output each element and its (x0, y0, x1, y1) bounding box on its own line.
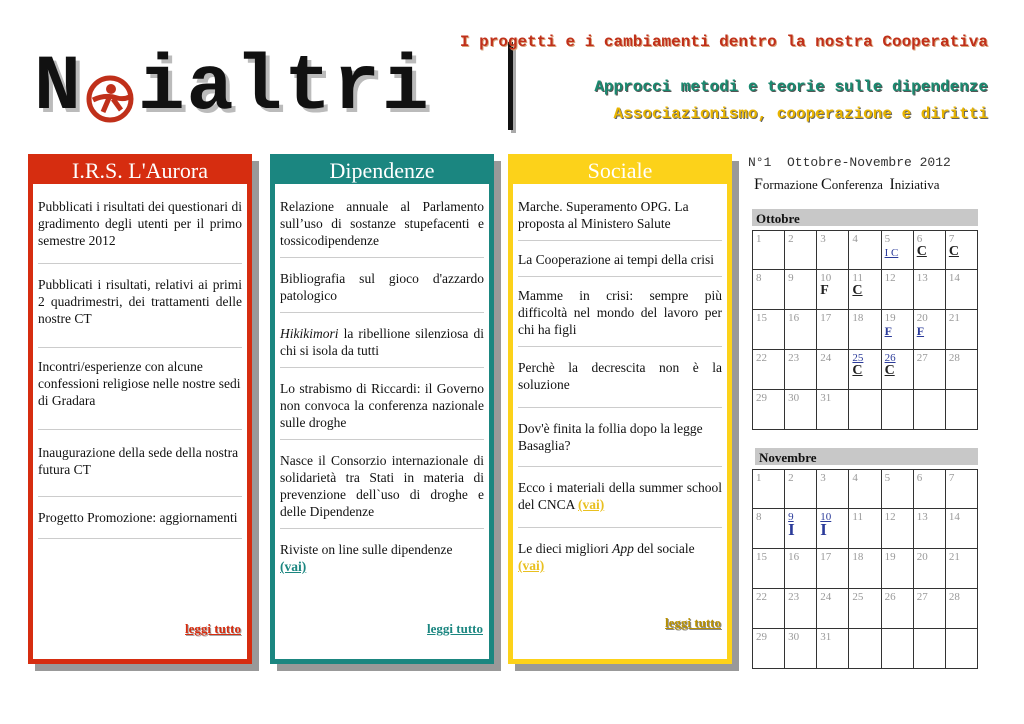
event-marker[interactable]: C (852, 363, 863, 378)
calendar-day (785, 230, 817, 270)
calendar-october (752, 209, 978, 430)
calendar-day (753, 270, 785, 310)
calendar-day (946, 469, 978, 509)
month-header: Novembre (755, 448, 978, 465)
news-item[interactable]: La Cooperazione ai tempi della crisi (518, 251, 722, 277)
event-marker[interactable]: C (916, 244, 927, 259)
calendar-day[interactable] (882, 310, 914, 350)
calendar-day (817, 469, 849, 509)
day-number: 9 (788, 272, 794, 284)
news-item[interactable]: Bibliografia sul gioco d'azzardo patologico (280, 270, 484, 313)
day-number: 18 (852, 551, 864, 563)
calendar-day (753, 589, 785, 629)
calendar-day[interactable] (882, 350, 914, 390)
day-number: 19 (884, 551, 896, 563)
calendar-day (817, 390, 849, 430)
column-dipendenze (270, 154, 494, 664)
news-item[interactable]: Progetto Promozione: aggiornamenti (38, 509, 242, 539)
event-marker[interactable]: I (788, 520, 795, 539)
day-number: 6 (916, 233, 923, 245)
calendar-day (946, 350, 978, 390)
news-item[interactable]: Perchè la decrescita non è la soluzione (518, 359, 722, 408)
calendar-day (753, 509, 785, 549)
day-number: 17 (820, 312, 832, 324)
day-number: 11 (852, 511, 864, 523)
column-title-dipendenze: Dipendenze (329, 158, 435, 183)
day-number: 15 (756, 551, 767, 563)
day-number: 28 (948, 591, 960, 603)
day-number: 2 (788, 472, 794, 484)
day-number: 3 (820, 233, 826, 245)
day-number: 5 (884, 472, 891, 484)
calendar-day[interactable] (849, 350, 881, 390)
day-number: 22 (756, 591, 767, 603)
day-number: 20 (916, 551, 928, 563)
calendar-day (753, 230, 785, 270)
calendar-day[interactable] (914, 230, 946, 270)
day-number: 3 (820, 472, 826, 484)
calendar-day (753, 310, 785, 350)
day-number: 16 (788, 312, 800, 324)
day-number: 1 (756, 233, 762, 245)
day-number: 7 (948, 233, 955, 245)
event-marker[interactable]: I (820, 520, 827, 539)
calendar-day (849, 589, 881, 629)
news-item[interactable]: Incontri/esperienze con alcune confessioni religiose nelle nostre sedi di Gradara (38, 358, 242, 430)
day-number: 22 (756, 352, 767, 364)
read-more-link[interactable]: leggi tutto (185, 621, 241, 636)
calendar-day (849, 469, 881, 509)
day-number: 10 (820, 272, 832, 284)
day-number: 1 (756, 472, 762, 484)
calendar-day[interactable] (817, 509, 849, 549)
tagline-cooperativa[interactable]: I progetti e i cambiamenti dentro la nostra Cooperativa (459, 33, 988, 51)
event-marker[interactable]: F (884, 324, 892, 338)
calendar-day (882, 469, 914, 509)
column-aurora (28, 154, 252, 664)
tagline-associazionismo[interactable]: Associazionismo, cooperazione e diritti (613, 105, 988, 123)
day-number: 30 (788, 631, 800, 643)
day-number: 21 (948, 312, 960, 324)
day-number: 31 (820, 392, 832, 404)
day-number: 4 (852, 233, 858, 245)
calendar-day (753, 350, 785, 390)
header-divider (508, 42, 513, 130)
day-number: 31 (820, 631, 832, 643)
calendar-day (817, 310, 849, 350)
calendar-day (849, 629, 881, 669)
calendar-day (849, 549, 881, 589)
day-number: 25 (852, 591, 864, 603)
calendar-day[interactable] (849, 270, 881, 310)
calendar-day (785, 350, 817, 390)
calendar-day (753, 629, 785, 669)
calendar-day (914, 509, 946, 549)
calendar-day (882, 390, 914, 430)
calendar-day (849, 230, 881, 270)
calendar-day (946, 629, 978, 669)
calendar-day (914, 469, 946, 509)
calendar-day[interactable] (946, 230, 978, 270)
calendar-day (849, 390, 881, 430)
day-number: 14 (948, 511, 960, 523)
calendar-day (753, 549, 785, 589)
day-number[interactable]: 10 (820, 511, 832, 523)
day-number[interactable]: 25 (852, 352, 864, 364)
day-number: 24 (820, 352, 832, 364)
event-marker[interactable]: C (852, 283, 863, 298)
calendar-day (914, 629, 946, 669)
column-title-aurora: I.R.S. L'Aurora (72, 158, 208, 183)
calendar-day[interactable] (817, 270, 849, 310)
calendar-day (882, 270, 914, 310)
vai-link[interactable]: (vai) (280, 559, 307, 574)
day-number: 4 (852, 472, 858, 484)
event-marker[interactable]: F (820, 283, 829, 298)
event-marker[interactable]: I C (884, 247, 899, 259)
calendar-day (817, 589, 849, 629)
calendar-day (946, 509, 978, 549)
day-number: 15 (756, 312, 767, 324)
day-number: 16 (788, 551, 800, 563)
calendar-day[interactable] (785, 509, 817, 549)
day-number: 29 (756, 392, 767, 404)
calendar-day (849, 509, 881, 549)
calendar-day (785, 310, 817, 350)
calendar-day (946, 270, 978, 310)
calendar-day (882, 589, 914, 629)
day-number[interactable]: 9 (788, 511, 794, 523)
day-number: 24 (820, 591, 832, 603)
calendar-day (946, 390, 978, 430)
event-marker[interactable]: F (916, 324, 925, 338)
italic-term: Hikikimori (280, 326, 339, 341)
logo (34, 38, 431, 138)
day-number: 28 (948, 352, 960, 364)
issue-number: N°1 Ottobre-Novembre 2012 (748, 155, 951, 170)
event-marker[interactable]: C (948, 244, 959, 259)
italic-term: App (612, 541, 634, 556)
calendar-day (849, 310, 881, 350)
day-number: 8 (756, 272, 762, 284)
calendar-day (914, 270, 946, 310)
logo-text: ialtri (137, 44, 431, 132)
vai-link[interactable]: (vai) (578, 497, 605, 512)
logo-letter-n: N (34, 44, 83, 132)
day-number: 20 (916, 312, 928, 324)
calendar-day (946, 310, 978, 350)
event-marker[interactable]: C (884, 363, 895, 378)
calendar-day (914, 549, 946, 589)
day-number: 13 (916, 272, 928, 284)
day-number: 14 (948, 272, 960, 284)
calendar-day (785, 629, 817, 669)
news-item[interactable]: Le dieci migliori App del sociale (vai) (518, 541, 695, 573)
calendar-day (946, 589, 978, 629)
day-number: 13 (916, 511, 928, 523)
news-item[interactable]: Riviste on line sulle dipendenze (vai) (280, 542, 453, 574)
calendar-day (817, 549, 849, 589)
day-number: 7 (948, 472, 955, 484)
vai-link[interactable]: (vai) (518, 558, 545, 573)
calendar-november (752, 448, 978, 669)
calendar-day[interactable] (914, 310, 946, 350)
day-number: 12 (884, 511, 896, 523)
read-more-link[interactable]: leggi tutto (427, 621, 483, 636)
day-number: 18 (852, 312, 864, 324)
logo-figure-icon (85, 59, 135, 109)
day-number: 23 (788, 591, 800, 603)
calendar-day (753, 390, 785, 430)
day-number: 12 (884, 272, 896, 284)
news-item[interactable]: Inaugurazione della sede della nostra futura CT (38, 444, 242, 497)
day-number: 17 (820, 551, 832, 563)
news-item[interactable]: Ecco i materiali della summer school del CNCA (vai) (518, 479, 722, 528)
news-item[interactable]: Lo strabismo di Riccardi: il Governo non convoca la conferenza nazionale sulle droghe (280, 380, 484, 440)
day-number: 30 (788, 392, 800, 404)
calendar-day (817, 350, 849, 390)
read-more-link[interactable]: leggi tutto (665, 615, 721, 630)
day-number: 29 (756, 631, 767, 643)
calendar-day (882, 509, 914, 549)
news-item[interactable]: Marche. Superamento OPG. La proposta al Ministero Salute (518, 198, 722, 241)
news-item[interactable]: Relazione annuale al Parlamento sull’uso di sostanze stupefacenti e tossicodipendenze (280, 198, 484, 258)
tagline-dipendenze[interactable]: Approcci metodi e teorie sulle dipendenze (594, 78, 988, 96)
calendar-day (753, 469, 785, 509)
calendar-grid (752, 230, 978, 430)
news-item[interactable]: Nasce il Consorzio internazionale di solidarietà tra Stati in materia di prevenzione dell`uso di droghe e delle Dipendenze (280, 452, 484, 529)
calendar-day (882, 549, 914, 589)
calendar-day (882, 629, 914, 669)
day-number: 23 (788, 352, 800, 364)
calendar-day (785, 270, 817, 310)
day-number: 26 (884, 591, 896, 603)
calendar-grid (752, 469, 978, 669)
news-item[interactable]: Dov'è finita la follia dopo la legge Basaglia? (518, 420, 722, 467)
day-number: 11 (852, 272, 864, 284)
day-number: 21 (948, 551, 960, 563)
calendar-day[interactable] (882, 230, 914, 270)
news-item[interactable]: Mamme in crisi: sempre più difficoltà nel mondo del lavoro per chi ha figli (518, 287, 722, 347)
day-number: 19 (884, 312, 896, 324)
day-number: 5 (884, 233, 891, 245)
calendar-day (785, 549, 817, 589)
day-number[interactable]: 26 (884, 352, 896, 364)
news-item[interactable]: Pubblicati i risultati, relativi ai primi 2 quadrimestri, dei trattamenti delle nostre CT (38, 276, 242, 348)
day-number: 27 (916, 591, 928, 603)
news-item[interactable]: Hikikimori la ribellione silenziosa di chi si isola da tutti (280, 325, 484, 368)
news-item[interactable]: Pubblicati i risultati dei questionari di gradimento degli utenti per il primo semestre 2012 (38, 198, 242, 264)
calendar-day (946, 549, 978, 589)
calendar-day (785, 469, 817, 509)
column-sociale (508, 154, 732, 664)
calendar-day (817, 629, 849, 669)
calendar-day (914, 589, 946, 629)
calendar-day (914, 390, 946, 430)
calendar-day (785, 589, 817, 629)
day-number: 27 (916, 352, 928, 364)
calendar-day (817, 230, 849, 270)
column-title-sociale: Sociale (587, 158, 653, 183)
month-header: Ottobre (752, 209, 978, 226)
day-number: 6 (916, 472, 923, 484)
calendar-legend: Formazione Conferenza Iniziativa (754, 176, 940, 193)
day-number: 2 (788, 233, 794, 245)
calendar-day (785, 390, 817, 430)
calendar-day (914, 350, 946, 390)
day-number: 8 (756, 511, 762, 523)
